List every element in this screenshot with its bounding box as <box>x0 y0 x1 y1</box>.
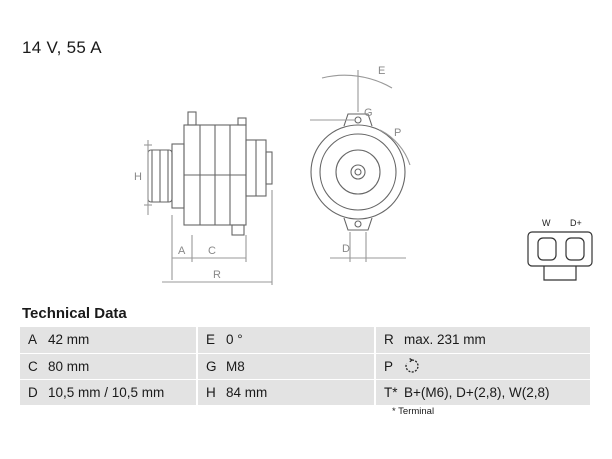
spec-key: D <box>20 379 46 405</box>
terminal-footnote: * Terminal <box>392 406 435 417</box>
spec-key: E <box>198 327 224 353</box>
spec-key: C <box>20 353 46 379</box>
front-view <box>310 70 410 262</box>
spec-key: G <box>198 353 224 379</box>
spec-value: 84 mm <box>224 379 374 405</box>
connector-w: W <box>542 218 551 228</box>
label-a: A <box>178 245 186 257</box>
label-h: H <box>134 171 142 183</box>
connector <box>528 232 592 280</box>
spec-value: 0 ° <box>224 327 374 353</box>
side-view <box>144 112 272 285</box>
label-c: C <box>208 245 216 257</box>
spec-value-rotation <box>402 353 590 379</box>
rating-title: 14 V, 55 A <box>22 38 102 57</box>
spec-value: max. 231 mm <box>402 327 590 353</box>
technical-data-title: Technical Data <box>22 305 127 322</box>
technical-data-table <box>20 327 590 405</box>
spec-value: 80 mm <box>46 353 196 379</box>
label-d: D <box>342 243 350 255</box>
spec-key: P <box>376 353 402 379</box>
spec-key: R <box>376 327 402 353</box>
spec-value: 10,5 mm / 10,5 mm <box>46 379 196 405</box>
spec-key: H <box>198 379 224 405</box>
clockwise-rotation-icon <box>404 358 420 374</box>
table-row <box>20 379 590 405</box>
spec-key: A <box>20 327 46 353</box>
table-row <box>20 327 590 353</box>
label-e: E <box>378 65 386 77</box>
spec-value: B+(M6), D+(2,8), W(2,8) <box>402 379 590 405</box>
connector-dplus: D+ <box>570 218 582 228</box>
label-p: P <box>394 127 402 139</box>
table-row <box>20 353 590 379</box>
spec-key: T* <box>376 379 402 405</box>
label-g: G <box>364 107 373 119</box>
label-r: R <box>213 269 221 281</box>
spec-value: 42 mm <box>46 327 196 353</box>
spec-value: M8 <box>224 353 374 379</box>
